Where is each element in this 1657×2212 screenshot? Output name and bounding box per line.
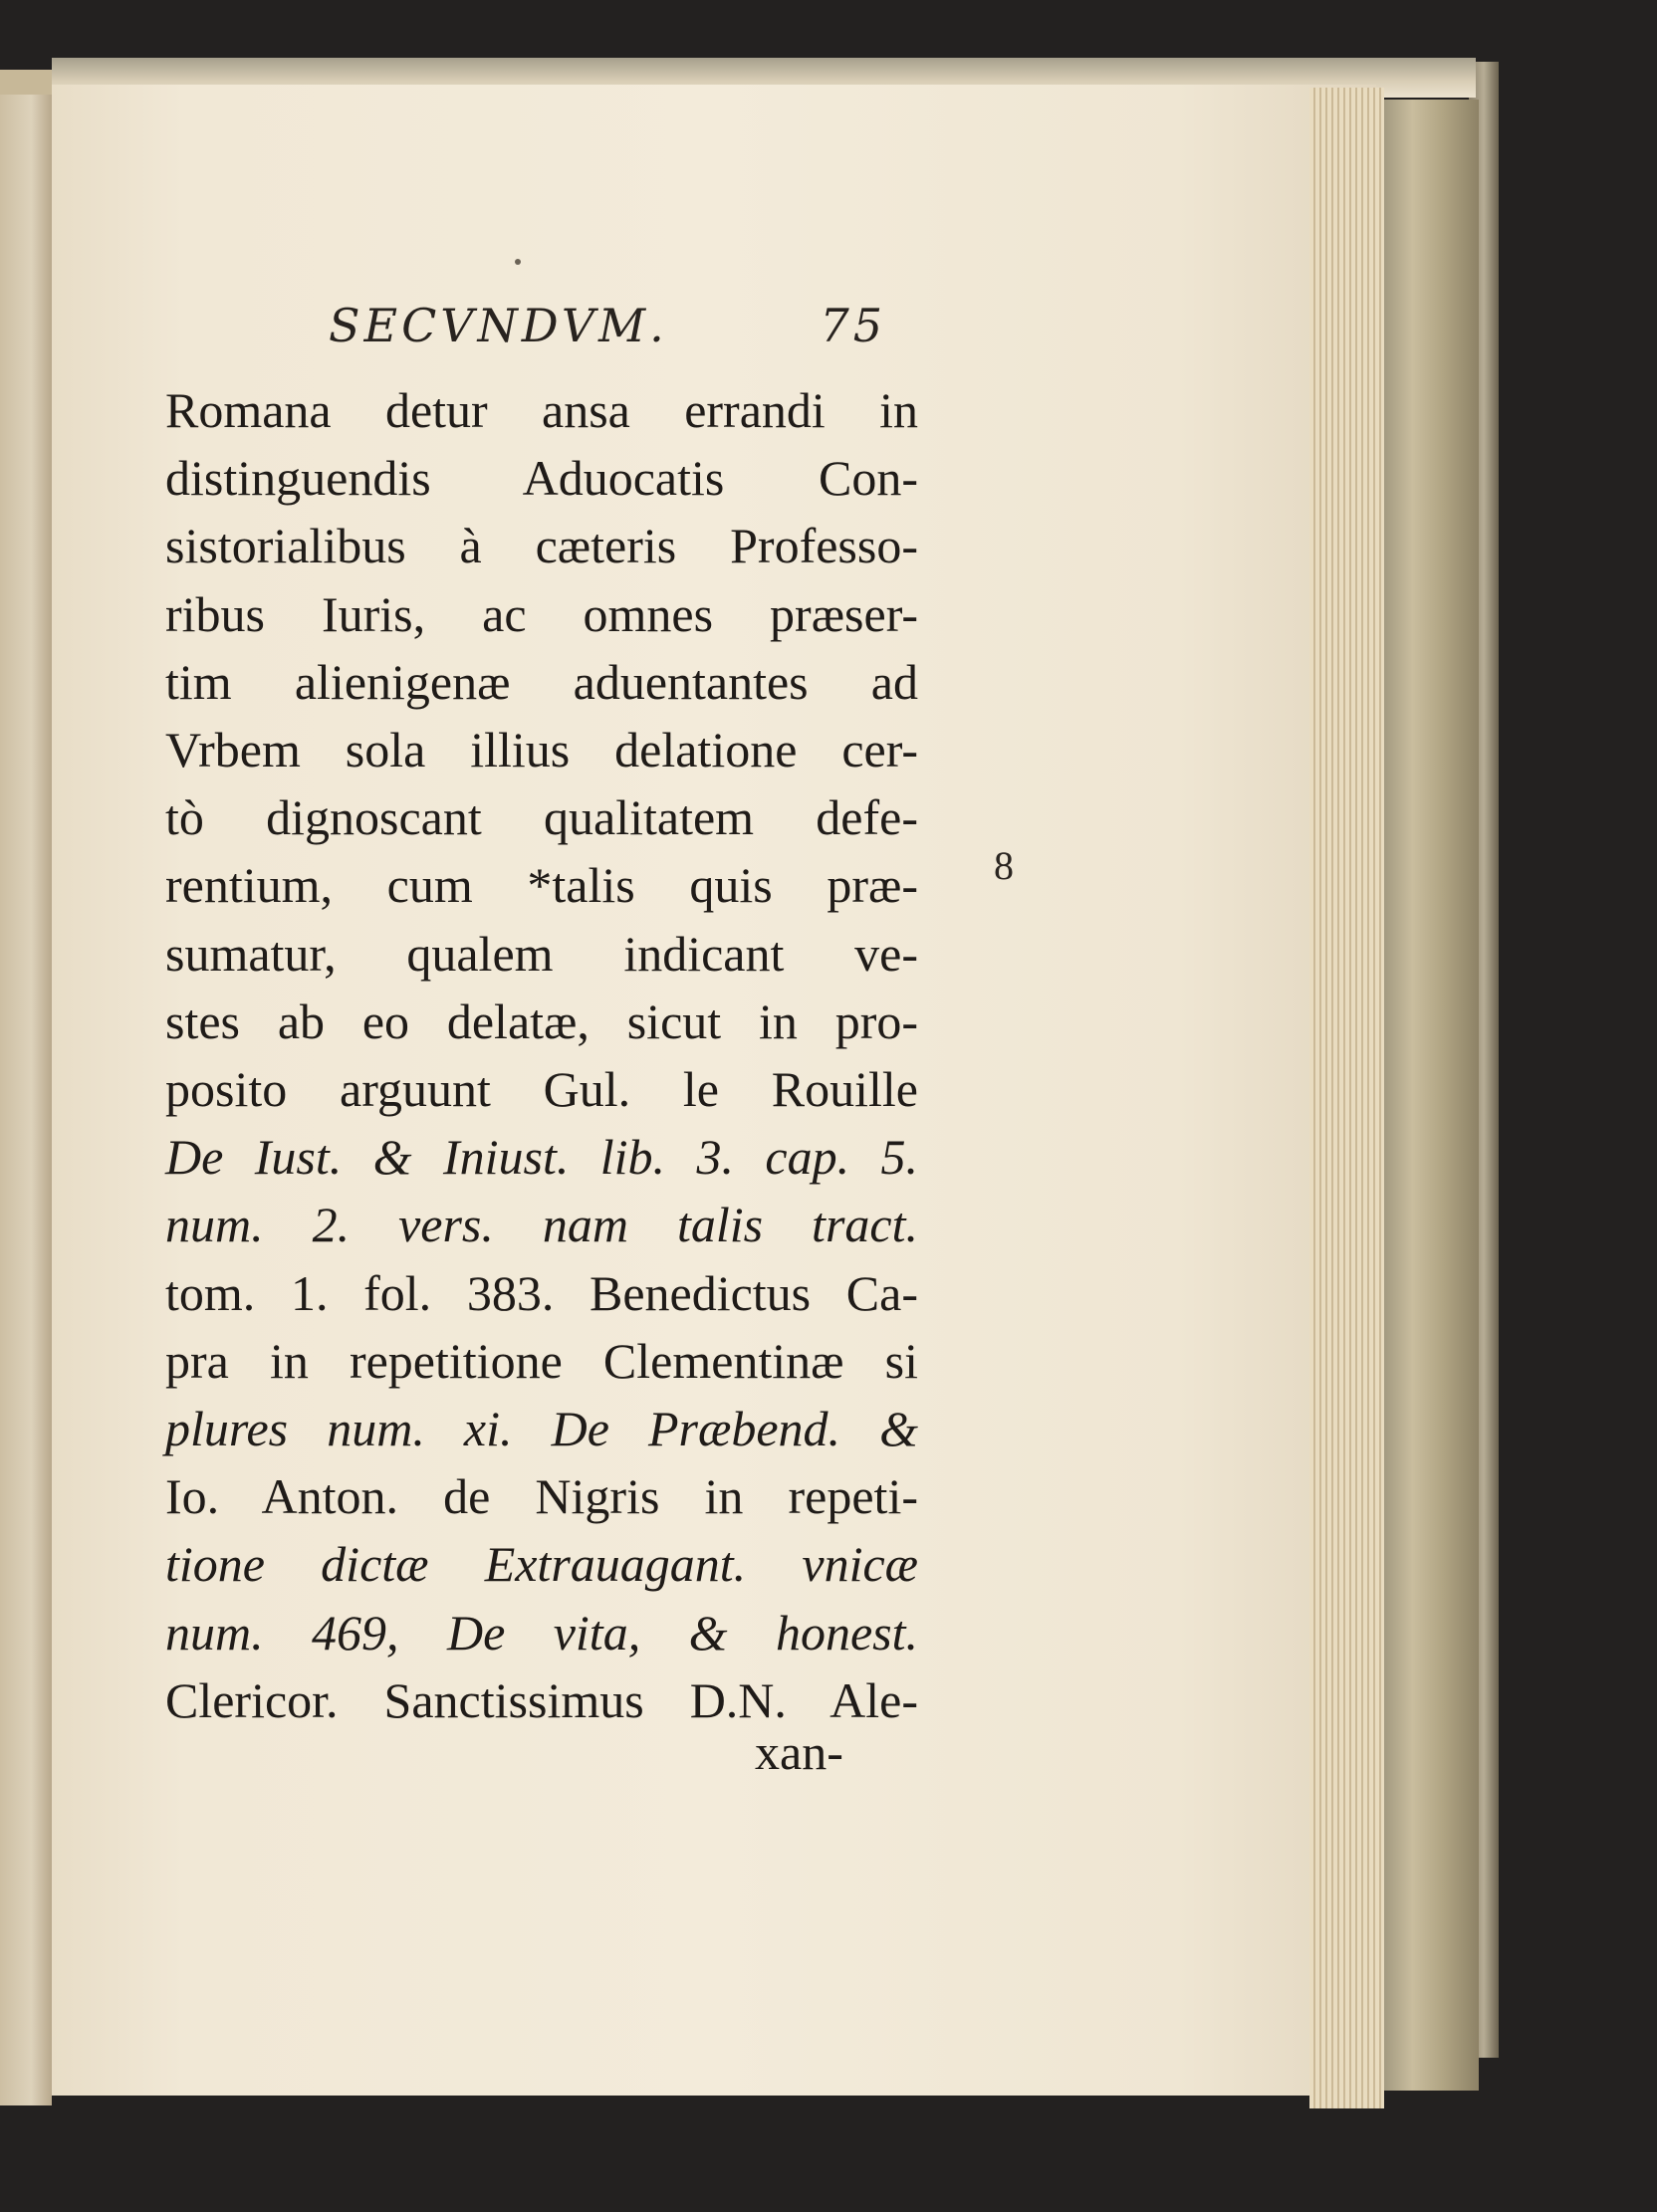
text-line: num. 2. vers. nam talis tract. [165, 1197, 918, 1252]
text-line: rentium, cum *talis quis præ- [165, 857, 918, 913]
text-line: tò dignoscant qualitatem defe- [165, 789, 918, 845]
running-head [329, 299, 886, 368]
left-page-sliver [0, 95, 52, 2105]
catchword: xan- [755, 1724, 843, 1780]
text-line: posito arguunt Gul. le Rouille [165, 1061, 918, 1117]
text-line: num. 469, De vita, & honest. [165, 1605, 918, 1660]
text-line: Clericor. Sanctissimus D.N. Ale- [165, 1672, 918, 1728]
text-line: stes ab eo delatæ, sicut in pro- [165, 994, 918, 1049]
page-stack [1309, 88, 1384, 2108]
text-line: ribus Iuris, ac omnes præser- [165, 586, 918, 642]
text-line: distinguendis Aduocatis Con- [165, 450, 918, 506]
text-line: plures num. xi. De Præbend. & [165, 1401, 918, 1456]
text-line: tione dictæ Extrauagant. vnicæ [165, 1536, 918, 1592]
page-number: 75 [820, 299, 886, 352]
text-line: tim alienigenæ aduentantes ad [165, 654, 918, 710]
ink-dot [515, 259, 521, 265]
fore-edge [1382, 100, 1479, 2091]
running-head-title: SECVNDVM. [329, 299, 668, 352]
text-line: sumatur, qualem indicant ve- [165, 926, 918, 982]
text-line: sistorialibus à cæteris Professo- [165, 518, 918, 573]
text-line: Vrbem sola illius delatione cer- [165, 722, 918, 777]
text-line: tom. 1. fol. 383. Benedictus Ca- [165, 1265, 918, 1321]
text-line: De Iust. & Iniust. lib. 3. cap. 5. [165, 1129, 918, 1185]
text-line: Io. Anton. de Nigris in repeti- [165, 1468, 918, 1524]
text-line: Romana detur ansa errandi in [165, 382, 918, 438]
text-line: pra in repetitione Clementinæ si [165, 1333, 918, 1389]
margin-note: 8 [994, 843, 1014, 888]
